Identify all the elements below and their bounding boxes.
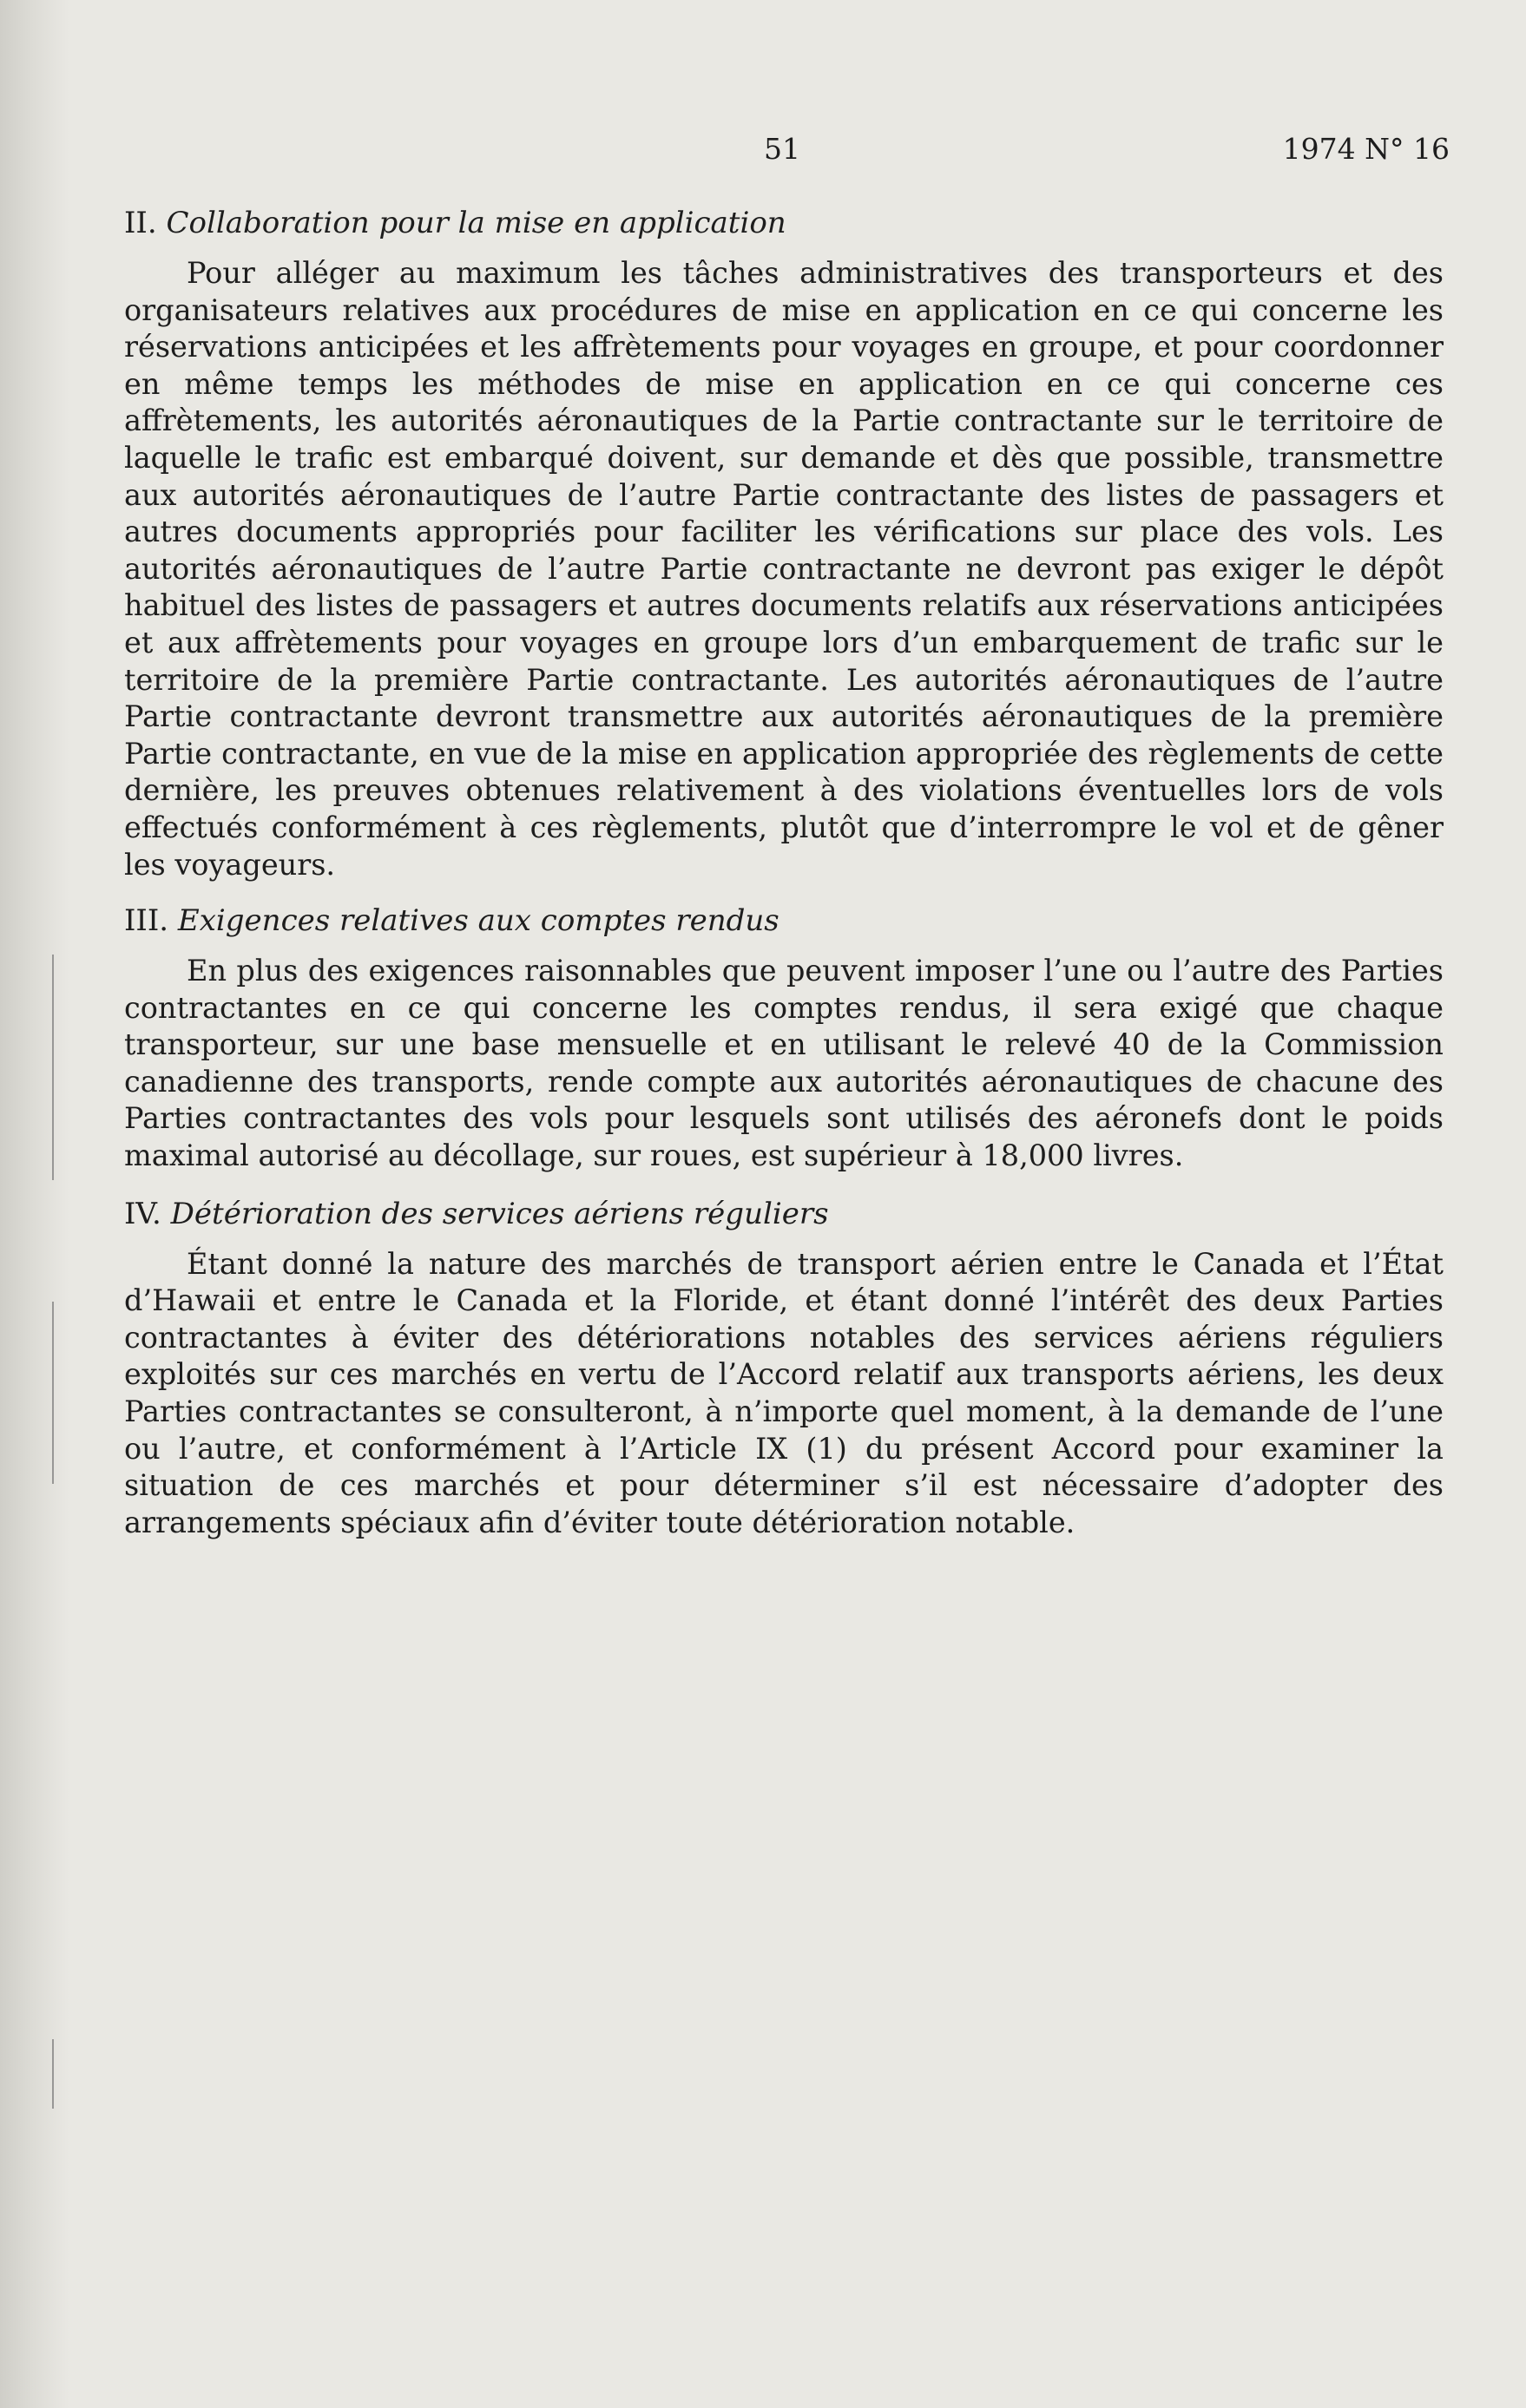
section-paragraph: Étant donné la nature des marchés de transport aérien entre le Canada et l’État d’Hawaii et entre le Canada et la Floride, et étant donné l’intérêt des deux Parties contractantes à éviter des détériorations notables des services aériens réguliers exploités sur ces marchés en vertu de l’Accord relatif aux transports aériens, les deux Parties contractantes se consulteront, à n’importe quel moment, à la demande de l’une ou l’autre, et conformément à l’Article IX (1) du présent Accord pour examiner la situation de ces marchés et pour déterminer s’il est nécessaire d’adopter des arrangements spéciaux afin d’éviter toute détérioration notable. [124, 1246, 1444, 1539]
page-shadow [0, 0, 69, 2408]
section-title: Détérioration des services aériens réguliers [170, 1196, 829, 1231]
issue-reference: 1974 N° 16 [1282, 132, 1450, 166]
binding-mark [52, 1302, 54, 1484]
section-service-deterioration [124, 1192, 1444, 1542]
section-reporting-requirements [124, 899, 1444, 1175]
document-body [124, 201, 1444, 1541]
page-number: 51 [764, 132, 800, 166]
section-title: Collaboration pour la mise en application [166, 206, 786, 240]
section-heading [124, 1192, 1444, 1236]
section-title: Exigences relatives aux comptes rendus [177, 903, 779, 939]
section-paragraph: Pour alléger au maximum les tâches administratives des transporteurs et des organisateurs relatives aux procédures de mise en application en ce qui concerne les réservations anticipées et les affrètements pour voyages en groupe, et pour coordonner en même temps les méthodes de mise en application en ce qui concerne ces affrètements, les autorités aéronautiques de la Partie contractante sur le territoire de laquelle le trafic est embarqué doivent, sur demande et dès que possible, transmettre aux autorités aéronautiques de l’autre Partie contractante des listes de passagers et autres documents appropriés pour faciliter les vérifications sur place des vols. Les autorités aéronautiques de l’autre Partie contractante ne devront pas exiger le dépôt habituel des listes de passagers et autres documents relatifs aux réservations anticipées et aux affrètements pour voyages en groupe lors d’un embarquement de trafic sur le territoire de la première Partie contractante. Les autorités aéronautiques de l’autre Partie contractante devront transmettre aux autorités aéronautiques de la première Partie contractante, en vue de la mise en application appropriée des règlements de cette dernière, les preuves obtenues relativement à des violations éventuelles lors de vols effectués conformément à ces règlements, plutôt que d’interrompre le vol et de gêner les voyageurs. [124, 256, 1444, 882]
section-number: II. [124, 206, 157, 240]
section-number: III. [124, 903, 169, 939]
section-heading [124, 201, 1444, 245]
binding-mark [52, 955, 54, 1180]
section-number: IV. [124, 1196, 161, 1231]
binding-mark [52, 2039, 54, 2109]
section-collaboration [124, 201, 1444, 883]
section-heading [124, 899, 1444, 942]
section-paragraph: En plus des exigences raisonnables que peuvent imposer l’une ou l’autre des Parties contractantes en ce qui concerne les comptes rendus, il sera exigé que chaque transporteur, sur une base mensuelle et en utilisant le relevé 40 de la Commission canadienne des transports, rende compte aux autorités aéronautiques de chacune des Parties contractantes des vols pour lesquels sont utilisés des aéronefs dont le poids maximal autorisé au décollage, sur roues, est supérieur à 18,000 livres. [124, 954, 1444, 1173]
